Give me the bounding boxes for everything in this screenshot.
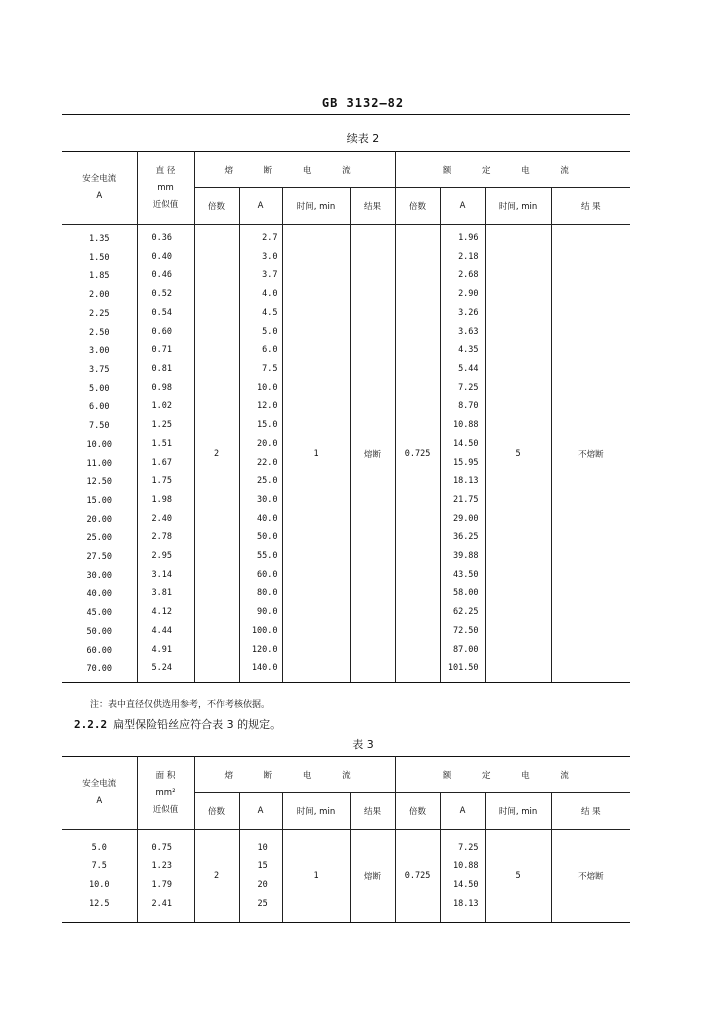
table-cell-value: 2.00 (89, 290, 110, 301)
table-cell-value: 0.40 (151, 251, 172, 262)
t3-cell-rated-multiple: 0.725 (395, 830, 440, 923)
table-cell-value: 3.26 (458, 307, 479, 318)
table-cell-value: 0.81 (151, 363, 172, 374)
table-cell-value: 100.0 (251, 625, 278, 636)
table-cell-value: 15.0 (257, 420, 278, 431)
table-cell-value: 20.0 (257, 438, 278, 449)
table-cell-value: 1.79 (151, 880, 172, 890)
t3-col-header-amp-rated: A (440, 793, 485, 830)
table-cell-value: 10.88 (452, 420, 479, 431)
table-cell-value: 0.60 (151, 326, 172, 337)
t3-cell-fuse-multiple: 2 (194, 830, 239, 923)
table-cell-value: 4.35 (458, 345, 479, 356)
table-cell-value: 3.63 (458, 326, 479, 337)
table-cell-value: 1.75 (151, 476, 172, 487)
table-cell-value: 3.0 (262, 251, 278, 262)
table3-caption: 表 3 (352, 738, 374, 751)
table-cell-value: 55.0 (257, 551, 278, 562)
table-cell-value: 20.00 (86, 514, 113, 525)
t3-cell-fuse-result: 熔断 (350, 830, 395, 923)
table-cell-value: 39.88 (452, 551, 479, 562)
table-cell-value: 10 (257, 842, 268, 853)
table-cell-value: 1.96 (458, 233, 479, 244)
cell-fuse-time: 1 (282, 225, 350, 683)
table-cell-value: 3.00 (89, 346, 110, 357)
col-fuse-amp (239, 225, 282, 683)
table2-note: 注：表中直径仅供选用参考，不作考核依据。 (90, 700, 271, 710)
t3-cell-rated-result: 不熔断 (551, 830, 630, 923)
table-cell-value: 12.5 (89, 898, 110, 909)
col-header-time: 时间, min (282, 188, 350, 225)
t3-col-header-result-rated: 结 果 (551, 793, 630, 830)
table-cell-value: 0.54 (151, 307, 172, 318)
table-cell-value: 1.02 (151, 401, 172, 412)
col-header-result-rated: 结 果 (551, 188, 630, 225)
col-header-multiple: 倍数 (194, 188, 239, 225)
table-cell-value: 7.5 (262, 363, 278, 374)
table-cell-value: 4.91 (151, 644, 172, 655)
t3-cell-rated-time: 5 (485, 830, 551, 923)
table-cell-value: 4.5 (262, 307, 278, 318)
col-header-safe-current: 安全电流 A (62, 152, 137, 225)
table-cell-value: 14.50 (452, 880, 479, 890)
table-cell-value: 90.0 (257, 607, 278, 618)
t3-col-group-fuse-current: 熔 断 电 流 (194, 757, 395, 793)
table-cell-value: 25.00 (86, 533, 113, 544)
table-cell-value: 27.50 (86, 552, 113, 563)
table-cell-value: 18.13 (452, 898, 479, 909)
standard-code-header: GB 3132—82 (321, 96, 405, 110)
table-cell-value: 36.25 (452, 532, 479, 543)
table-cell-value: 15.95 (452, 457, 479, 468)
table-cell-value: 15 (257, 861, 268, 872)
table-cell-value: 3.7 (262, 270, 278, 281)
table-cell-value: 6.0 (262, 345, 278, 356)
table-cell-value: 3.14 (151, 569, 172, 580)
table-cell-value: 7.25 (458, 842, 479, 853)
table-cell-value: 0.98 (151, 382, 172, 393)
table-cell-value: 1.25 (151, 420, 172, 431)
table-cell-value: 0.75 (151, 842, 172, 853)
table-cell-value: 5.0 (262, 326, 278, 337)
table-cell-value: 60.0 (257, 569, 278, 580)
table-cell-value: 5.00 (89, 383, 110, 394)
col-header-amp: A (239, 188, 282, 225)
table-cell-value: 10.88 (452, 861, 479, 872)
col-header-multiple-rated: 倍数 (395, 188, 440, 225)
t3-col-header-multiple-rated: 倍数 (395, 793, 440, 830)
table-cell-value: 10.00 (86, 439, 113, 450)
table-cell-value: 72.50 (452, 625, 479, 636)
t3-col-group-rated-current: 额 定 电 流 (395, 757, 630, 793)
cell-fuse-multiple: 2 (194, 225, 239, 683)
table-cell-value: 0.36 (151, 233, 172, 244)
table-cell-value: 101.50 (447, 663, 479, 674)
t3-col-header-time-rated: 时间, min (485, 793, 551, 830)
table-cell-value: 1.50 (89, 252, 110, 263)
clause-number: 2.2.2 (74, 718, 108, 731)
col-diameter (137, 225, 194, 683)
t3-col-header-time: 时间, min (282, 793, 350, 830)
table-cell-value: 2.25 (89, 308, 110, 319)
table-cell-value: 3.75 (89, 364, 110, 375)
table-cell-value: 2.68 (458, 270, 479, 281)
table-cell-value: 87.00 (452, 644, 479, 655)
clause-2-2-2 (74, 716, 281, 732)
col-group-rated-current: 额 定 电 流 (395, 152, 630, 188)
table-cell-value: 21.75 (452, 494, 479, 505)
table-cell-value: 40.0 (257, 513, 278, 524)
table-cell-value: 2.50 (89, 327, 110, 338)
col-header-amp-rated: A (440, 188, 485, 225)
t3-cell-fuse-time: 1 (282, 830, 350, 923)
t3-col-safe-current (62, 830, 137, 923)
col-header-result: 结果 (350, 188, 395, 225)
cell-rated-multiple: 0.725 (395, 225, 440, 683)
table-cell-value: 10.0 (257, 382, 278, 393)
table-cell-value: 29.00 (452, 513, 479, 524)
table-cell-value: 6.00 (89, 402, 110, 413)
table-cell-value: 1.23 (151, 861, 172, 872)
table-cell-value: 70.00 (86, 664, 113, 675)
table-cell-value: 4.0 (262, 289, 278, 300)
table-cell-value: 12.50 (86, 477, 113, 488)
table-cell-value: 5.44 (458, 363, 479, 374)
table-cell-value: 7.5 (91, 861, 107, 872)
table-cell-value: 30.0 (257, 494, 278, 505)
t3-col-area (137, 830, 194, 923)
table-cell-value: 1.98 (151, 494, 172, 505)
col-group-fuse-current: 熔 断 电 流 (194, 152, 395, 188)
table-cell-value: 25.0 (257, 476, 278, 487)
col-rated-amp (440, 225, 485, 683)
table-cell-value: 3.81 (151, 588, 172, 599)
table-cell-value: 60.00 (86, 645, 113, 656)
clause-text: 扁型保险铅丝应符合表 3 的规定。 (113, 718, 282, 731)
cell-fuse-result: 熔断 (350, 225, 395, 683)
table-cell-value: 58.00 (452, 588, 479, 599)
table-cell-value: 18.13 (452, 476, 479, 487)
table-cell-value: 4.44 (151, 625, 172, 636)
table-cell-value: 80.0 (257, 588, 278, 599)
table-cell-value: 30.00 (86, 570, 113, 581)
col-header-diameter: 直 径 mm 近似值 (137, 152, 194, 225)
table-cell-value: 0.46 (151, 270, 172, 281)
table-cell-value: 10.0 (89, 880, 110, 890)
table-cell-value: 45.00 (86, 608, 113, 619)
t3-col-rated-amp (440, 830, 485, 923)
t3-col-header-result: 结果 (350, 793, 395, 830)
t3-col-header-safe-current: 安全电流 A (62, 757, 137, 830)
table-cell-value: 2.40 (151, 513, 172, 524)
table-cell-value: 2.78 (151, 532, 172, 543)
table-cell-value: 14.50 (452, 438, 479, 449)
table-cell-value: 4.12 (151, 607, 172, 618)
table-cell-value: 8.70 (458, 401, 479, 412)
table-cell-value: 140.0 (251, 663, 278, 674)
t3-col-header-multiple: 倍数 (194, 793, 239, 830)
table2 (62, 151, 630, 683)
table-cell-value: 2.95 (151, 551, 172, 562)
table-cell-value: 22.0 (257, 457, 278, 468)
table-cell-value: 5.0 (91, 842, 107, 853)
table-cell-value: 15.00 (86, 495, 113, 506)
table-cell-value: 43.50 (452, 569, 479, 580)
t3-col-fuse-amp (239, 830, 282, 923)
table-cell-value: 0.52 (151, 289, 172, 300)
table-cell-value: 12.0 (257, 401, 278, 412)
header-rule (62, 114, 630, 115)
table-cell-value: 1.67 (151, 457, 172, 468)
table-cell-value: 40.00 (86, 589, 113, 600)
col-header-time-rated: 时间, min (485, 188, 551, 225)
table-cell-value: 0.71 (151, 345, 172, 356)
table-cell-value: 62.25 (452, 607, 479, 618)
t3-col-header-amp: A (239, 793, 282, 830)
table-cell-value: 50.00 (86, 626, 113, 637)
table-cell-value: 2.90 (458, 289, 479, 300)
table-cell-value: 2.18 (458, 251, 479, 262)
table-cell-value: 7.25 (458, 382, 479, 393)
cell-rated-result: 不熔断 (551, 225, 630, 683)
table-cell-value: 2.41 (151, 898, 172, 909)
table-cell-value: 25 (257, 898, 268, 909)
table-cell-value: 50.0 (257, 532, 278, 543)
table3 (62, 756, 630, 923)
col-safe-current (62, 225, 137, 683)
table2-caption: 续表 2 (346, 132, 380, 145)
table-cell-value: 1.85 (89, 271, 110, 282)
table-cell-value: 20 (257, 880, 268, 890)
cell-rated-time: 5 (485, 225, 551, 683)
table-cell-value: 1.35 (89, 234, 110, 245)
table-cell-value: 7.50 (89, 421, 110, 432)
table-cell-value: 11.00 (86, 458, 113, 469)
table-cell-value: 1.51 (151, 438, 172, 449)
t3-col-header-area: 面 积 mm² 近似值 (137, 757, 194, 830)
table-cell-value: 120.0 (251, 644, 278, 655)
table-cell-value: 2.7 (262, 233, 278, 244)
table-cell-value: 5.24 (151, 663, 172, 674)
